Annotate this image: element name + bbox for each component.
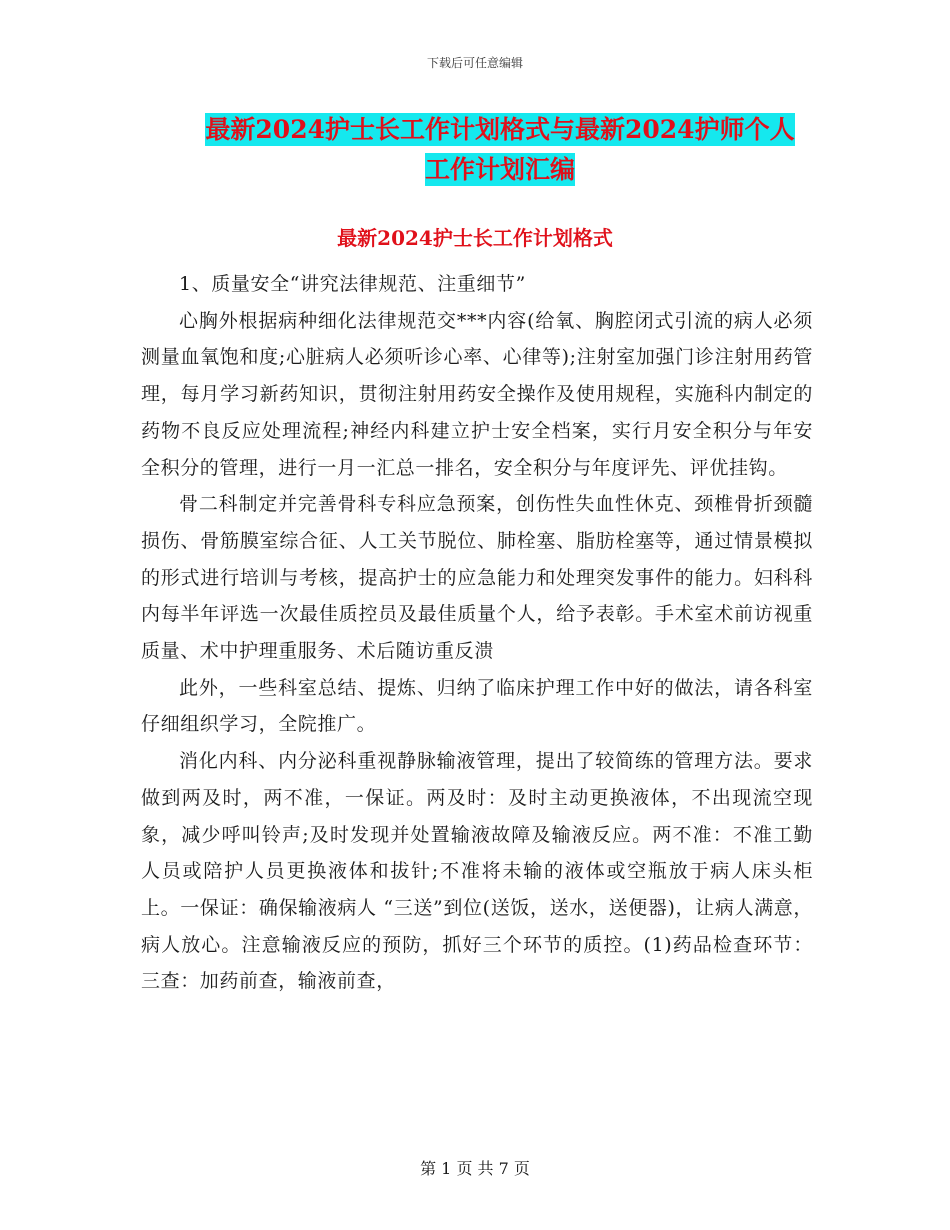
section-title: 最新2024护士长工作计划格式	[337, 226, 613, 250]
paragraph: 骨二科制定并完善骨科专科应急预案，创伤性失血性休克、颈椎骨折颈髓损伤、骨筋膜室综合征、人工关节脱位、肺栓塞、脂肪栓塞等，通过情景模拟的形式进行培训与考核，提高护士的应急能力和处理突发事件的能力。妇科科内每半年评选一次最佳质控员及最佳质量个人，给予表彰。手术室术前访视重质量、术中护理重服务、术后随访重反溃	[141, 493, 813, 663]
page-footer: 第 1 页 共 7 页	[420, 1159, 530, 1178]
document-body	[141, 266, 813, 1000]
document-title-line-2: 工作计划汇编	[424, 155, 575, 184]
paragraph: 心胸外根据病种细化法律规范交***内容(给氧、胸腔闭式引流的病人必须测量血氧饱和度;心脏病人必须听诊心率、心律等);注射室加强门诊注射用药管理，每月学习新药知识，贯彻注射用药安全操作及使用规程，实施科内制定的药物不良反应处理流程;神经内科建立护士安全档案，实行月安全积分与年安全积分的管理，进行一月一汇总一排名，安全积分与年度评先、评优挂钩。	[141, 309, 813, 479]
document-title-line-1: 最新2024护士长工作计划格式与最新2024护师个人	[205, 115, 795, 144]
header-note: 下载后可任意编辑	[426, 56, 523, 70]
paragraph: 1、质量安全“讲究法律规范、注重细节”	[179, 273, 526, 295]
paragraph: 此外，一些科室总结、提炼、归纳了临床护理工作中好的做法，请各科室仔细组织学习，全院推广。	[141, 676, 813, 736]
paragraph: 消化内科、内分泌科重视静脉输液管理，提出了较简练的管理方法。要求做到两及时，两不准，一保证。两及时：及时主动更换液体，不出现流空现象，减少呼叫铃声;及时发现并处置输液故障及输液反应。两不准：不准工勤人员或陪护人员更换液体和拔针;不准将未输的液体或空瓶放于病人床头柜上。一保证：确保输液病人 “三送”到位(送饭，送水，送便器)，让病人满意，病人放心。注意输液反应的预防，抓好三个环节的质控。(1)药品检查环节：三查：加药前查，输液前查，	[141, 750, 813, 993]
document-title	[140, 110, 860, 190]
